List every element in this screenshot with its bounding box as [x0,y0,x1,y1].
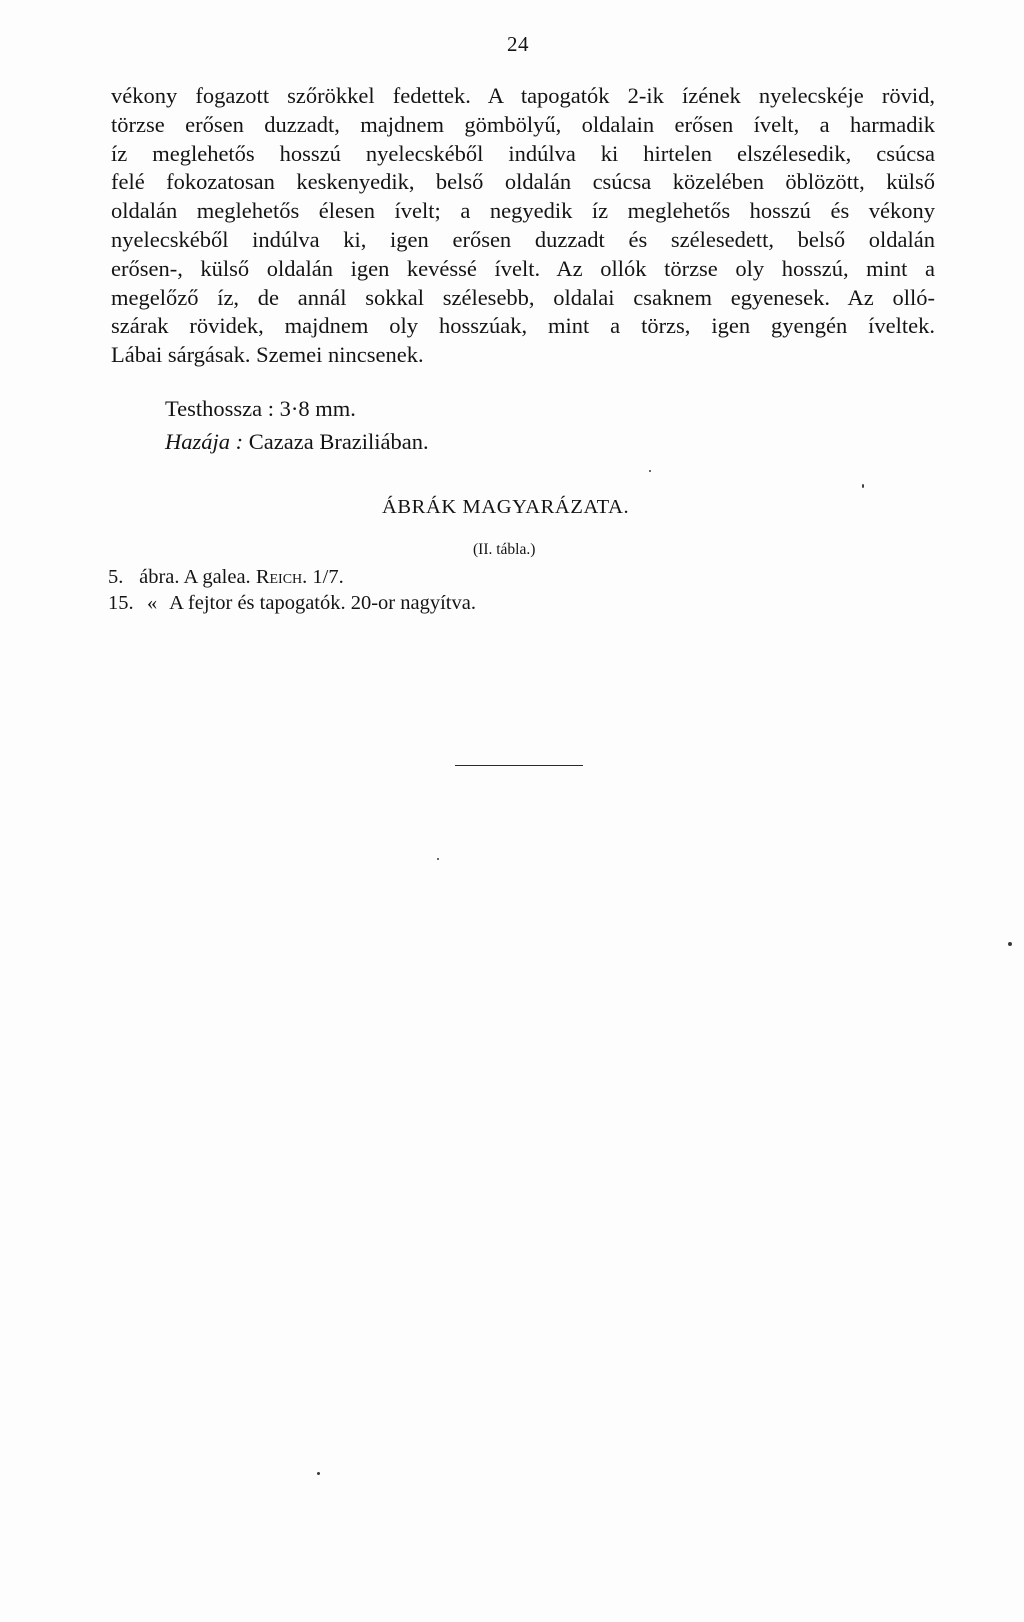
body-length-value: 3·8 mm. [279,396,356,421]
paragraph-line: törzse erősen duzzadt, majdnem gömbölyű, oldalain erősen ívelt, a harmadik [111,111,935,137]
page-number: 24 [507,32,529,56]
figure-caption [108,592,476,615]
paragraph-line: nyelecskéből indúlva ki, igen erősen duzzadt és szélesedett, belső oldalán [111,226,935,252]
scan-speck [862,484,864,488]
paragraph-line: íz meglehetős hosszú nyelecskéből indúlva ki hirtelen elszélesedik, csúcsa [111,140,935,166]
caption-text: ábra. A galea. [139,566,251,588]
description-paragraph [111,82,935,370]
figure-caption [108,566,344,589]
closing-rule [455,765,583,766]
caption-text: A fejtor és tapogatók. 20-or nagyítva. [169,592,476,614]
paragraph-line: vékony fogazott szőrökkel fedettek. A tapogatók 2-ik ízének nyelecskéje rövid, [111,83,935,108]
plate-note: (II. tábla.) [473,541,536,558]
caption-suffix: 1/7. [312,566,344,588]
scan-speck [317,1472,320,1475]
paragraph-line: Lábai sárgásak. Szemei nincsenek. [111,342,424,368]
figures-heading: ÁBRÁK MAGYARÁZATA. [382,496,630,518]
body-length-line [165,395,356,423]
ditto-mark: « [147,592,158,614]
scan-speck [649,470,651,472]
paragraph-line: megelőző íz, de annál sokkal szélesebb, oldalai csaknem egyenesek. Az olló- [111,284,935,310]
scan-speck [1008,942,1012,946]
paragraph-line: felé fokozatosan keskenyedik, belső oldalán csúcsa közelében öblözött, külső [111,169,935,195]
body-length-label: Testhossza : [165,396,275,421]
habitat-value: Cazaza Braziliában. [248,429,429,454]
figure-number: 5. [108,566,124,588]
paragraph-line: szárak rövidek, majdnem oly hosszúak, mint a törzs, igen gyengén íveltek. [111,313,935,339]
paragraph-line: oldalán meglehetős élesen ívelt; a negyedik íz meglehetős hosszú és vékony [111,198,935,224]
scan-speck [437,858,439,860]
habitat-label: Hazája : [165,429,244,454]
figure-number: 15. [108,592,134,614]
collection-name: Reich. [255,566,308,588]
paragraph-line: erősen-, külső oldalán igen kevéssé ívelt. Az ollók törzse oly hosszú, mint a [111,255,935,281]
habitat-line [165,428,429,456]
